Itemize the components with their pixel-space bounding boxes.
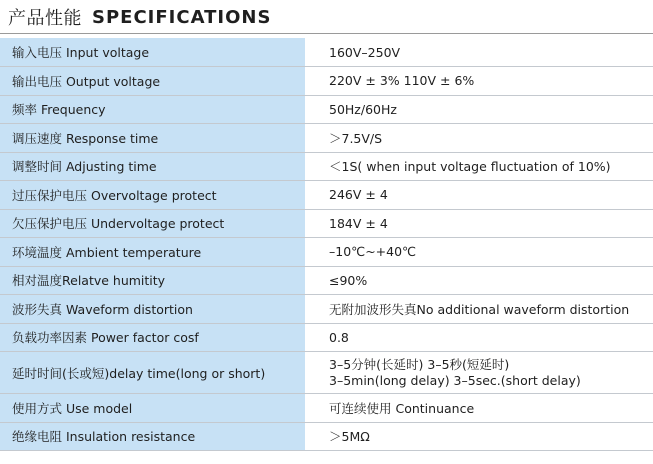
- table-row: [0, 38, 653, 67]
- spec-label: 调压速度 Response time: [0, 124, 305, 153]
- spec-value: 无附加波形失真No additional waveform distortion: [305, 295, 653, 324]
- table-row: [0, 238, 653, 267]
- spec-label: 调整时间 Adjusting time: [0, 152, 305, 181]
- spec-label: 波形失真 Waveform distortion: [0, 295, 305, 324]
- title-cn: 产品性能: [8, 8, 82, 29]
- table-row: [0, 67, 653, 96]
- table-row: [0, 95, 653, 124]
- spec-label: 环境温度 Ambient temperature: [0, 238, 305, 267]
- spec-label: 频率 Frequency: [0, 95, 305, 124]
- spec-value: ＞7.5V/S: [305, 124, 653, 153]
- spec-value: ＞5MΩ: [305, 422, 653, 451]
- spec-value-line: 3–5min(long delay) 3–5sec.(short delay): [329, 372, 581, 388]
- page-title: [8, 4, 271, 30]
- spec-value: [305, 352, 653, 394]
- spec-value: ＜1S( when input voltage fluctuation of 10%): [305, 152, 653, 181]
- spec-value-line: 3–5分钟(长延时) 3–5秒(短延时): [329, 356, 510, 372]
- spec-value: 184V ± 4: [305, 209, 653, 238]
- spec-label: 相对温度Relatve humitity: [0, 266, 305, 295]
- table-row: [0, 209, 653, 238]
- spec-value: 160V–250V: [305, 38, 653, 67]
- spec-value: 0.8: [305, 323, 653, 352]
- spec-value: 可连续使用 Continuance: [305, 394, 653, 423]
- spec-value: 246V ± 4: [305, 181, 653, 210]
- title-en: SPECIFICATIONS: [92, 6, 272, 28]
- table-row: [0, 124, 653, 153]
- spec-label: 延时时间(长或短)delay time(long or short): [0, 352, 305, 394]
- specifications-table: [0, 38, 653, 451]
- table-row: [0, 152, 653, 181]
- table-row: [0, 352, 653, 394]
- spec-label: 欠压保护电压 Undervoltage protect: [0, 209, 305, 238]
- spec-label: 绝缘电阻 Insulation resistance: [0, 422, 305, 451]
- spec-label: 输入电压 Input voltage: [0, 38, 305, 67]
- spec-value: 50Hz/60Hz: [305, 95, 653, 124]
- table-row: [0, 323, 653, 352]
- table-row: [0, 422, 653, 451]
- spec-label: 使用方式 Use model: [0, 394, 305, 423]
- table-row: [0, 394, 653, 423]
- spec-label: 过压保护电压 Overvoltage protect: [0, 181, 305, 210]
- table-row: [0, 181, 653, 210]
- spec-value: 220V ± 3% 110V ± 6%: [305, 67, 653, 96]
- title-divider: [0, 33, 653, 34]
- spec-label: 负载功率因素 Power factor cosf: [0, 323, 305, 352]
- spec-value: –10℃~+40℃: [305, 238, 653, 267]
- table-row: [0, 266, 653, 295]
- table-row: [0, 295, 653, 324]
- spec-value: ≤90%: [305, 266, 653, 295]
- spec-label: 输出电压 Output voltage: [0, 67, 305, 96]
